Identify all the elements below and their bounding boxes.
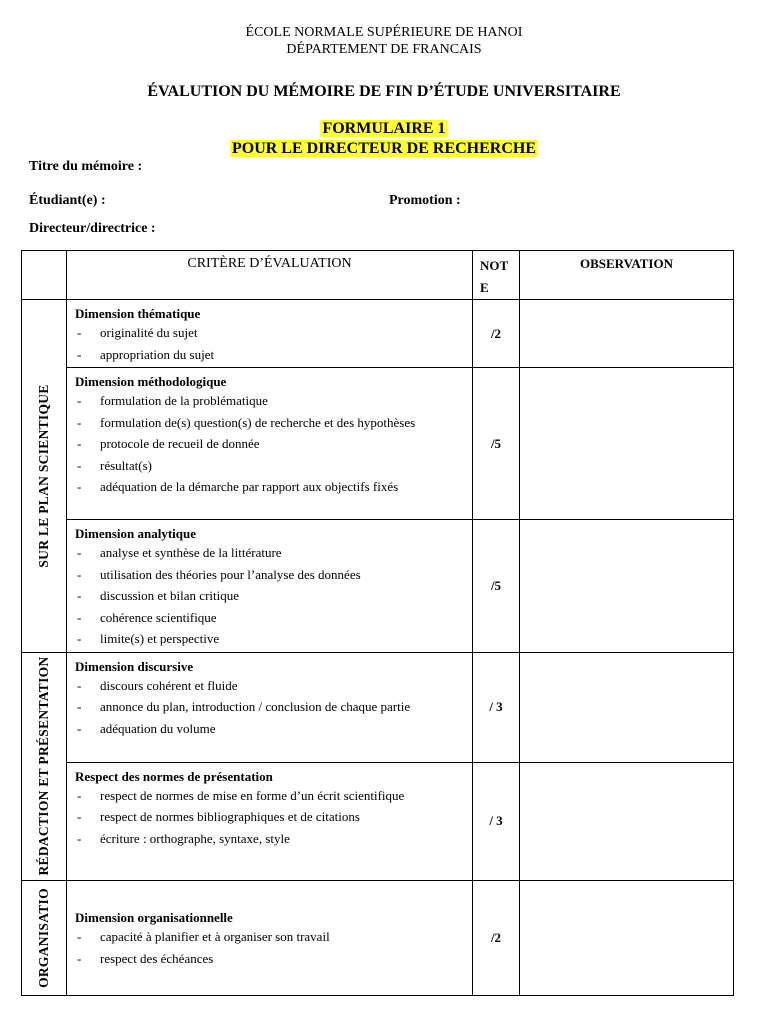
note-cell: /2	[473, 880, 520, 995]
header-critere: CRITÈRE D’ÉVALUATION	[67, 251, 473, 300]
school-name: ÉCOLE NORMALE SUPÉRIEURE DE HANOI	[245, 25, 523, 40]
criteria-item: - respect des échéances	[75, 948, 464, 970]
table-row	[22, 368, 734, 520]
criteria-heading: Dimension thématique	[75, 306, 201, 321]
header-blank-cell	[22, 251, 67, 300]
criteria-item: - discussion et bilan critique	[75, 585, 464, 607]
group-label-cell	[22, 300, 67, 653]
criteria-cell	[67, 300, 473, 368]
table-header-row	[22, 251, 734, 300]
group-label-cell	[22, 880, 67, 995]
criteria-heading: Dimension organisationnelle	[75, 910, 233, 925]
note-cell: /5	[473, 368, 520, 520]
criteria-item: - limite(s) et perspective	[75, 628, 464, 650]
group-label: RÉDACTION ET PRÉSENTATION	[36, 656, 51, 876]
field-titre: Titre du mémoire :	[29, 159, 143, 174]
observation-cell[interactable]	[520, 368, 734, 520]
note-cell: / 3	[473, 652, 520, 762]
table-row	[22, 880, 734, 995]
criteria-item: - originalité du sujet	[75, 322, 464, 344]
table-row	[22, 300, 734, 368]
criteria-item: - respect de normes de mise en forme d’un écrit scientifique	[75, 785, 464, 807]
evaluation-table	[21, 250, 734, 996]
criteria-item: - adéquation du volume	[75, 718, 464, 740]
criteria-item: - appropriation du sujet	[75, 344, 464, 366]
criteria-item: - formulation de la problématique	[75, 390, 464, 412]
observation-cell[interactable]	[520, 652, 734, 762]
criteria-heading: Dimension méthodologique	[75, 374, 227, 389]
criteria-item: - adéquation de la démarche par rapport aux objectifs fixés	[75, 476, 464, 498]
criteria-item: - capacité à planifier et à organiser son travail	[75, 926, 464, 948]
criteria-item: - protocole de recueil de donnée	[75, 433, 464, 455]
observation-cell[interactable]	[520, 880, 734, 995]
note-cell: /2	[473, 300, 520, 368]
criteria-heading: Dimension discursive	[75, 658, 194, 674]
criteria-item: - formulation de(s) question(s) de recherche et des hypothèses	[75, 412, 464, 434]
field-directeur: Directeur/directrice :	[29, 221, 156, 236]
criteria-item: - respect de normes bibliographiques et de citations	[75, 806, 464, 828]
observation-cell[interactable]	[520, 762, 734, 880]
criteria-item: - résultat(s)	[75, 455, 464, 477]
group-label-cell	[22, 652, 67, 880]
form-label-2: POUR LE DIRECTEUR DE RECHERCHE	[231, 140, 537, 157]
header-note: NOT E	[473, 251, 520, 300]
observation-cell[interactable]	[520, 520, 734, 653]
department-name: DÉPARTEMENT DE FRANCAIS	[286, 42, 482, 57]
form-label-1: FORMULAIRE 1	[322, 120, 446, 137]
document-title: ÉVALUTION DU MÉMOIRE DE FIN D’ÉTUDE UNIVERSITAIRE	[147, 83, 621, 100]
field-etudiant: Étudiant(e) :	[29, 193, 106, 208]
table-row	[22, 762, 734, 880]
criteria-cell	[67, 368, 473, 520]
group-label: ORGANISATIO	[36, 887, 51, 988]
group-label: SUR LE PLAN SCIENTIQUE	[36, 384, 51, 568]
criteria-cell	[67, 762, 473, 880]
note-cell: / 3	[473, 762, 520, 880]
criteria-heading: Dimension analytique	[75, 526, 196, 541]
header-observation: OBSERVATION	[520, 251, 734, 300]
criteria-cell	[67, 652, 473, 762]
criteria-item: - écriture : orthographe, syntaxe, style	[75, 828, 464, 850]
criteria-item: - annonce du plan, introduction / conclusion de chaque partie	[75, 696, 464, 718]
criteria-cell	[67, 520, 473, 653]
criteria-item: - cohérence scientifique	[75, 607, 464, 629]
criteria-item: - discours cohérent et fluide	[75, 675, 464, 697]
table-row	[22, 652, 734, 762]
observation-cell[interactable]	[520, 300, 734, 368]
criteria-heading: Respect des normes de présentation	[75, 768, 273, 784]
criteria-cell	[67, 880, 473, 995]
criteria-item: - utilisation des théories pour l’analyse des données	[75, 564, 464, 586]
note-cell: /5	[473, 520, 520, 653]
table-row	[22, 520, 734, 653]
field-promotion: Promotion :	[389, 193, 461, 208]
criteria-item: - analyse et synthèse de la littérature	[75, 542, 464, 564]
